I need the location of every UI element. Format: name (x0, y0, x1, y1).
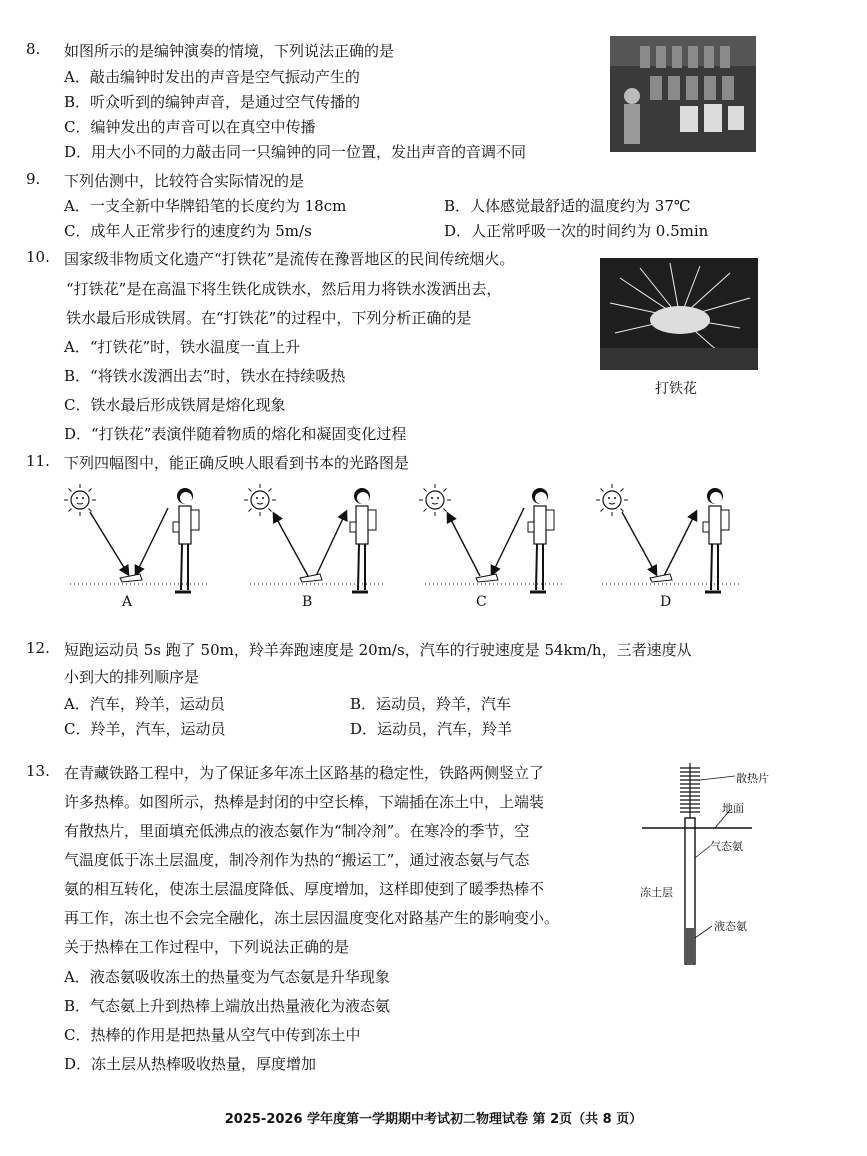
question-stem-line: “打铁花”是在高温下将生铁化成铁水，然后用力将铁水泼洒出去， (66, 280, 502, 298)
label-frozen-layer: 冻土层 (640, 886, 673, 899)
option-d: D．人正常呼吸一次的时间约为 0.5min (444, 222, 709, 240)
heat-pipe-diagram (640, 758, 790, 970)
label-ground: 地面 (722, 802, 744, 815)
figure-a (64, 484, 210, 592)
figure-c (419, 484, 565, 592)
question-number: 11. (26, 452, 50, 470)
option-c: C．编钟发出的声音可以在真空中传播 (64, 118, 316, 136)
option-b: B．听众听到的编钟声音，是通过空气传播的 (64, 93, 361, 111)
light-path-figures (50, 478, 790, 598)
option-c: C．铁水最后形成铁屑是熔化现象 (64, 396, 286, 414)
page-footer: 2025-2026 学年度第一学期期中考试初二物理试卷 第 2页（共 8 页） (224, 1112, 643, 1127)
figure-label-d: D (660, 594, 672, 610)
option-d: D．冻土层从热棒吸收热量，厚度增加 (64, 1055, 317, 1073)
question-number: 9. (26, 170, 41, 188)
figure-label-b: B (302, 594, 313, 610)
option-a: A．“打铁花”时，铁水温度一直上升 (64, 338, 301, 356)
question-stem: 如图所示的是编钟演奏的情境，下列说法正确的是 (64, 42, 395, 60)
option-d: D．用大小不同的力敲击同一只编钟的同一位置，发出声音的音调不同 (64, 143, 527, 161)
option-a: A．敲击编钟时发出的声音是空气振动产生的 (64, 68, 360, 86)
option-b: B．“将铁水泼洒出去”时，铁水在持续吸热 (64, 367, 346, 385)
option-c: C．成年人正常步行的速度约为 5m/s (64, 222, 312, 240)
question-stem-line: 铁水最后形成铁屑。在“打铁花”的过程中，下列分析正确的是 (66, 309, 472, 327)
question-number: 10. (26, 248, 50, 266)
option-a: A．汽车，羚羊，运动员 (64, 695, 225, 713)
photo-caption: 打铁花 (655, 381, 697, 397)
option-b: B．运动员，羚羊，汽车 (350, 695, 512, 713)
label-gas-ammonia: 气态氨 (710, 840, 743, 853)
question-number: 8. (26, 40, 41, 58)
question-stem-line: 在青藏铁路工程中，为了保证多年冻土区路基的稳定性，铁路两侧竖立了 (64, 764, 545, 782)
question-stem-line: 有散热片，里面填充低沸点的液态氨作为“制冷剂”。在寒冷的季节，空 (64, 822, 530, 840)
datiehua-photo (600, 258, 758, 370)
question-stem: 下列估测中，比较符合实际情况的是 (64, 172, 305, 190)
figure-d (596, 484, 740, 592)
option-d: D．运动员，汽车，羚羊 (350, 720, 513, 738)
question-stem-line: 氨的相互转化，使冻土层温度降低、厚度增加，这样即使到了暖季热棒不 (64, 880, 545, 898)
figure-label-a: A (122, 594, 133, 610)
question-stem-line: 许多热棒。如图所示，热棒是封闭的中空长棒，下端插在冻土中，上端装 (64, 793, 545, 811)
option-a: A．一支全新中华牌铅笔的长度约为 18cm (64, 197, 347, 215)
question-stem-line: 国家级非物质文化遗产“打铁花”是流传在豫晋地区的民间传统烟火。 (64, 250, 515, 268)
figure-label-c: C (476, 594, 487, 610)
option-b: B．气态氨上升到热棒上端放出热量液化为液态氨 (64, 997, 391, 1015)
option-b: B．人体感觉最舒适的温度约为 37℃ (444, 197, 691, 215)
option-a: A．液态氨吸收冻土的热量变为气态氨是升华现象 (64, 968, 390, 986)
figure-b (244, 484, 385, 592)
label-fins: 散热片 (736, 772, 769, 785)
question-stem-line: 关于热棒在工作过程中，下列说法正确的是 (64, 938, 350, 956)
bianzhong-photo (610, 36, 756, 152)
question-stem-line: 气温度低于冻土层温度，制冷剂作为热的“搬运工”，通过液态氨与气态 (64, 851, 530, 869)
question-stem: 下列四幅图中，能正确反映人眼看到书本的光路图是 (64, 454, 410, 472)
option-d: D．“打铁花”表演伴随着物质的熔化和凝固变化过程 (64, 425, 407, 443)
question-number: 12. (26, 639, 50, 657)
question-stem-line: 小到大的排列顺序是 (64, 668, 200, 686)
option-c: C．羚羊，汽车，运动员 (64, 720, 226, 738)
question-number: 13. (26, 762, 50, 780)
label-liquid-ammonia: 液态氨 (714, 920, 747, 933)
option-c: C．热棒的作用是把热量从空气中传到冻土中 (64, 1026, 361, 1044)
question-stem-line: 再工作，冻土也不会完全融化，冻土层因温度变化对路基产生的影响变小。 (64, 909, 560, 927)
question-stem-line: 短跑运动员 5s 跑了 50m，羚羊奔跑速度是 20m/s，汽车的行驶速度是 54km/h，三者速度从 (64, 641, 692, 659)
